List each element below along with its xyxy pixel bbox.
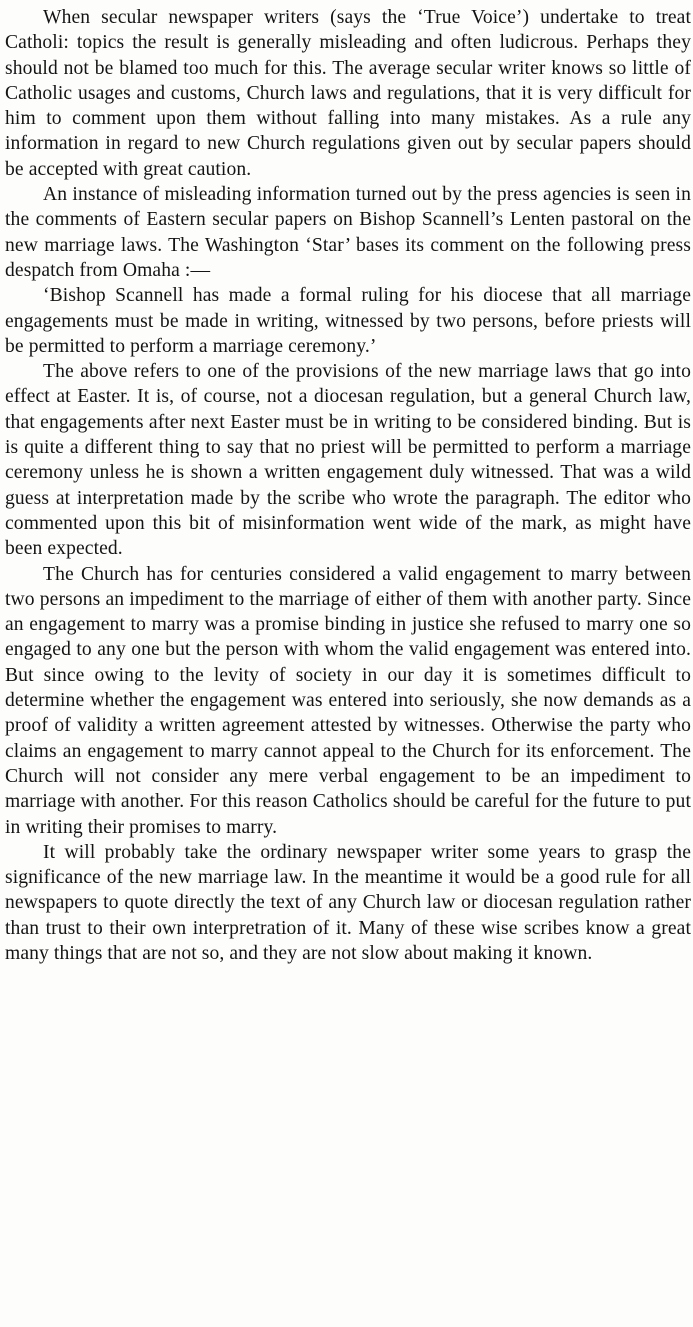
paragraph-misleading-information: An instance of misleading information turned out by the press agencies is seen in the comments of Eastern secular papers on Bishop Scannell’s Lenten pastoral on the new marriage laws. The Washington ‘Star’ bases its comment on the following press despatch from Omaha :— [5, 184, 691, 281]
paragraph-valid-engagement: The Church has for centuries considered a valid engagement to marry between two persons an impediment to the marriage of either of them with another party. Since an engagement to marry was a promise binding in justice she refused to marry one so engaged to any one but the person with whom the valid engagement was entered into. But since owing to the levity of society in our day it is sometimes difficult to determine whether the engagement was entered into seriously, she now demands as a proof of validity a written agreement attested by witnesses. Otherwise the party who claims an engagement to marry cannot appeal to the Church for its enforcement. The Church will not consider any mere verbal engagement to be an impediment to marriage with another. For this reason Catholics should be careful for the future to put in writing their promises to marry. [5, 563, 691, 838]
paragraph-conclusion: It will probably take the ordinary newspaper writer some years to grasp the significance of the new marriage law. In the meantime it would be a good rule for all newspapers to quote directly the text of any Church law or diocesan regulation rather than trust to their own interpretration of it. Many of these wise scribes know a great many things that are not so, and they are not slow about making it known. [5, 841, 691, 964]
paragraph-new-marriage-laws: The above refers to one of the provisions of the new marriage laws that go into effect at Easter. It is, of course, not a diocesan regulation, but a general Church law, that engagements after next Easter must be in writing to be considered binding. But is is quite a different thing to say that no priest will be permitted to perform a marriage ceremony unless he is shown a written engagement duly witnessed. That was a wild guess at interpretation made by the scribe who wrote the paragraph. The editor who commented upon this bit of misinformation went wide of the mark, as might have been expected. [5, 361, 691, 560]
article-body [5, 5, 691, 966]
paragraph-press-despatch-quote: ‘Bishop Scannell has made a formal ruling for his diocese that all marriage engagements must be made in writing, witnessed by two persons, before priests will be permitted to perform a marriage ceremony.’ [5, 285, 691, 357]
paragraph-intro: When secular newspaper writers (says the ‘True Voice’) undertake to treat Catholi: topics the result is generally misleading and often ludicrous. Perhaps they should not be blamed too much for this. The average secular writer knows so little of Catholic usages and customs, Church laws and regulations, that it is very difficult for him to comment upon them without falling into many mistakes. As a rule any information in regard to new Church regulations given out by secular papers should be accepted with great caution. [5, 7, 691, 180]
